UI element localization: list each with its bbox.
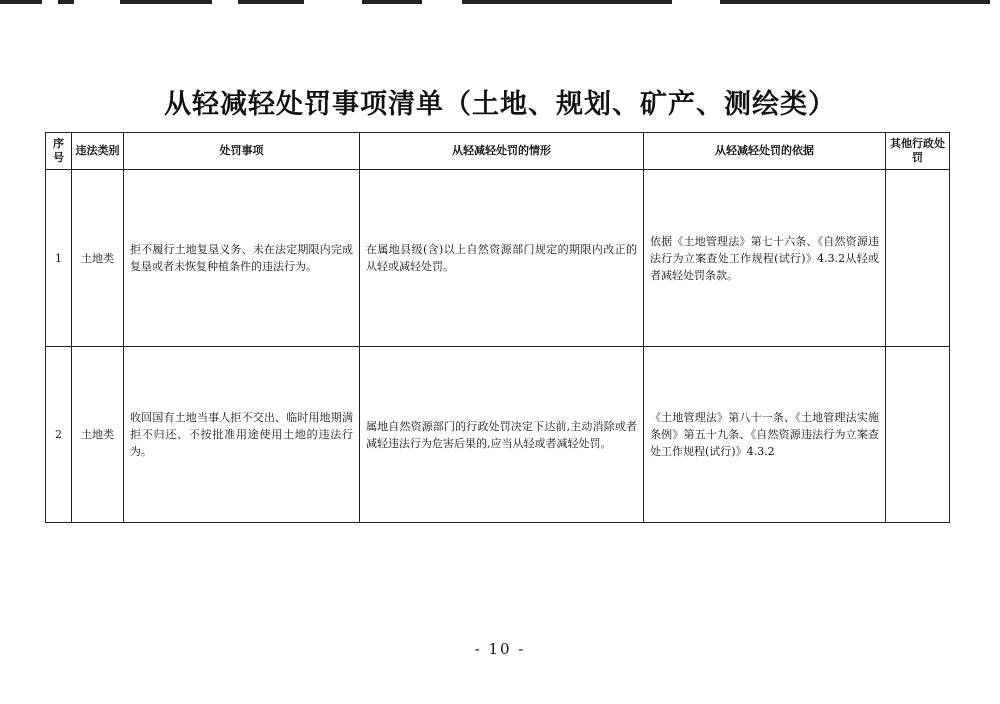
cell-other	[886, 170, 950, 347]
header-seq: 序号	[46, 133, 72, 170]
cell-category: 土地类	[72, 170, 124, 347]
cell-other	[886, 347, 950, 523]
cell-basis: 依据《土地管理法》第七十六条、《自然资源违法行为立案查处工作规程(试行)》4.3.2从轻或者减轻处罚条款。	[644, 170, 886, 347]
page-number: - 10 -	[474, 640, 526, 658]
header-situation: 从轻减轻处罚的情形	[360, 133, 644, 170]
scan-artifact-bar	[0, 0, 1000, 6]
header-category: 违法类别	[72, 133, 124, 170]
header-basis: 从轻减轻处罚的依据	[644, 133, 886, 170]
table-header-row	[46, 133, 950, 170]
table-row	[46, 347, 950, 523]
header-other: 其他行政处罚	[886, 133, 950, 170]
header-item: 处罚事项	[124, 133, 360, 170]
cell-situation: 在属地县级(含)以上自然资源部门规定的期限内改正的从轻或减轻处罚。	[360, 170, 644, 347]
cell-category: 土地类	[72, 347, 124, 523]
cell-seq: 2	[46, 347, 72, 523]
table-row	[46, 170, 950, 347]
cell-item: 收回国有土地当事人拒不交出、临时用地期满拒不归还、不按批准用途使用土地的违法行为。	[124, 347, 360, 523]
page-title: 从轻减轻处罚事项清单（土地、规划、矿产、测绘类）	[164, 89, 836, 120]
cell-situation: 属地自然资源部门的行政处罚决定下达前,主动消除或者减轻违法行为危害后果的,应当从轻或者减轻处罚。	[360, 347, 644, 523]
cell-item: 拒不履行土地复垦义务、未在法定期限内完成复垦或者未恢复种植条件的违法行为。	[124, 170, 360, 347]
cell-seq: 1	[46, 170, 72, 347]
penalty-table	[45, 132, 950, 523]
cell-basis: 《土地管理法》第八十一条、《土地管理法实施条例》第五十九条、《自然资源违法行为立案查处工作规程(试行)》4.3.2	[644, 347, 886, 523]
